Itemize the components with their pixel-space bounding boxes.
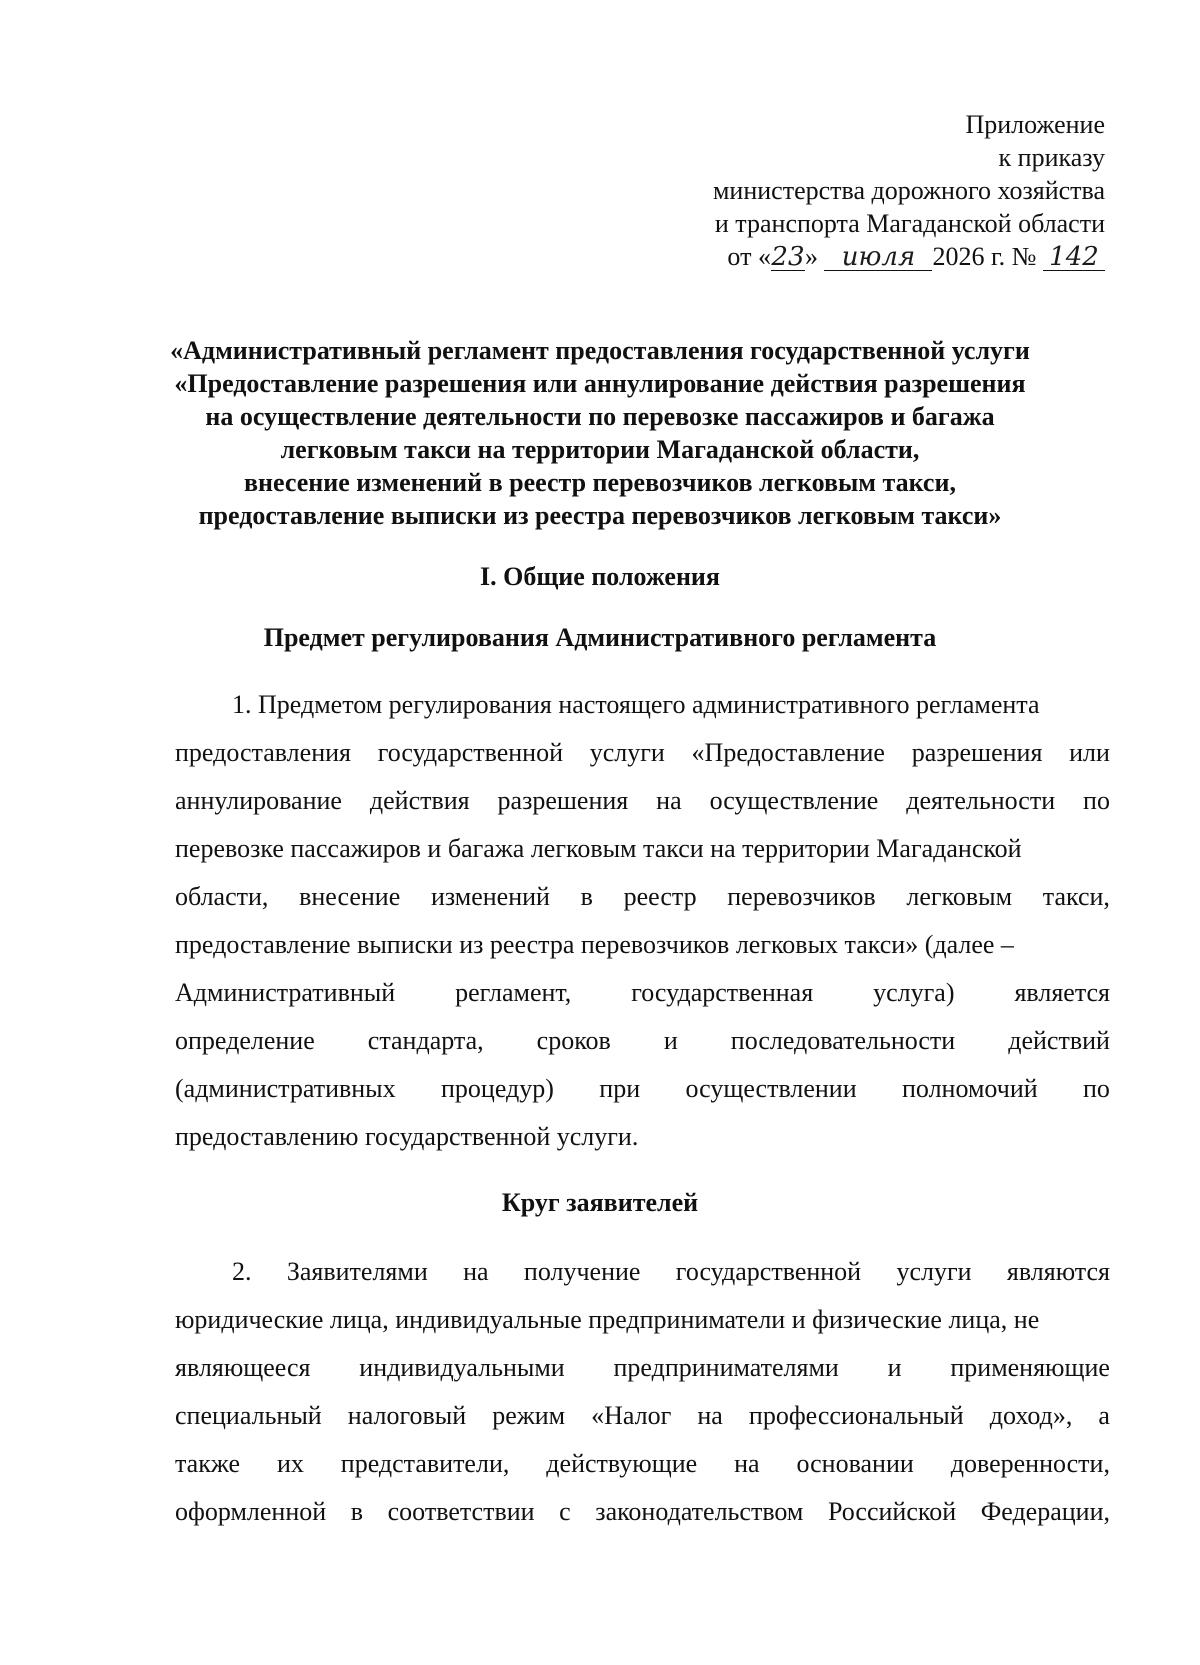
paragraph-word: или — [1069, 738, 1110, 767]
paragraph-word: действий — [1008, 1026, 1110, 1055]
paragraph-word: в — [580, 882, 593, 911]
paragraph-word: на — [734, 1449, 760, 1478]
year-and-number-label: 2026 г. № — [932, 242, 1037, 271]
paragraph-word: Заявителями — [286, 1257, 428, 1286]
date-close-quote: » — [804, 242, 818, 271]
paragraph-word: доверенности, — [950, 1449, 1110, 1478]
paragraph-word: являющееся — [175, 1353, 311, 1382]
paragraph-word: юридические лица, индивидуальные предприниматели и физические лица, не — [175, 1305, 1040, 1334]
paragraph-word: на — [463, 1257, 489, 1286]
paragraph-word: услуга) — [873, 978, 955, 1007]
paragraph-word: и — [887, 1353, 902, 1382]
paragraph-word: а — [1098, 1401, 1110, 1430]
paragraph-line — [175, 1440, 1110, 1488]
paragraph-word: предоставлению государственной услуги. — [175, 1122, 639, 1151]
date-prefix: от « — [727, 242, 771, 271]
paragraph-word: соответствии — [387, 1497, 535, 1526]
paragraph-word: области, — [175, 882, 269, 911]
paragraph-word: разрешения — [497, 786, 629, 815]
paragraph-word: сроков — [536, 1026, 611, 1055]
title-line: внесение изменений в реестр перевозчиков легковым такси, — [244, 468, 956, 497]
paragraph-line — [175, 729, 1110, 777]
paragraph-word: по — [1083, 786, 1110, 815]
paragraph-word: такси, — [1042, 882, 1110, 911]
paragraph-line — [175, 1248, 1110, 1296]
paragraph-word: перевозчиков — [727, 882, 876, 911]
paragraph-line — [175, 921, 1110, 969]
paragraph-word: режим — [492, 1401, 566, 1430]
paragraph-word: налоговый — [347, 1401, 467, 1430]
paragraph-word: 2. — [232, 1257, 252, 1286]
paragraph-word: на — [656, 786, 682, 815]
subsection-heading-applicants: Круг заявителей — [501, 1188, 699, 1217]
paragraph-word: действия — [369, 786, 470, 815]
title-line: легковым такси на территории Магаданской области, — [280, 435, 920, 464]
paragraph-line — [175, 1065, 1110, 1113]
paragraph-word: «Налог — [591, 1401, 672, 1430]
paragraph-line — [175, 825, 1110, 873]
paragraph-word: осуществлении — [685, 1074, 857, 1103]
title-line: на осуществление деятельности по перевозке пассажиров и багажа — [205, 402, 995, 431]
paragraph-word: представители, — [340, 1449, 510, 1478]
paragraph-word: полномочий — [902, 1074, 1038, 1103]
paragraph-word: является — [1014, 978, 1110, 1007]
paragraph-word: оформленной — [175, 1497, 327, 1526]
handwritten-day: 23 — [771, 242, 805, 272]
paragraph-word: доход», — [989, 1401, 1073, 1430]
paragraph-word: получение — [523, 1257, 641, 1286]
paragraph-line — [175, 969, 1110, 1017]
paragraph-line — [175, 1017, 1110, 1065]
paragraph-line — [175, 777, 1110, 825]
paragraph-word: 1. Предметом регулирования настоящего административного регламента — [232, 690, 1040, 719]
paragraph-word: процедур) — [441, 1074, 554, 1103]
paragraph-word: легковым — [906, 882, 1013, 911]
paragraph-word: основании — [796, 1449, 914, 1478]
paragraph-word: услуги — [896, 1257, 972, 1286]
paragraph-word: перевозке пассажиров и багажа легковым такси на территории Магаданской — [175, 834, 1022, 863]
paragraph-word: (административных — [175, 1074, 396, 1103]
section-heading: I. Общие положения — [480, 562, 720, 591]
paragraph-word: законодательством — [595, 1497, 804, 1526]
paragraph-word: являются — [1006, 1257, 1110, 1286]
paragraph-word: также — [175, 1449, 241, 1478]
paragraph-word: действующие — [546, 1449, 698, 1478]
paragraph-word: услуги — [589, 738, 665, 767]
paragraph-word: стандарта, — [367, 1026, 484, 1055]
paragraph-word: «Предоставление — [691, 738, 885, 767]
appendix-line: и транспорта Магаданской области — [714, 209, 1105, 238]
subsection-heading-subject: Предмет регулирования Административного регламента — [263, 623, 937, 652]
paragraph-word: по — [1083, 1074, 1110, 1103]
paragraph-word: специальный — [175, 1401, 322, 1430]
appendix-line: к приказу — [998, 143, 1105, 172]
paragraph-line — [175, 1113, 1110, 1161]
paragraph-word: деятельности — [906, 786, 1056, 815]
document-title — [100, 334, 1100, 532]
paragraph-word: и — [663, 1026, 678, 1055]
paragraph-word: внесение — [299, 882, 401, 911]
appendix-date-line — [713, 240, 1105, 273]
paragraph-word: реестр — [623, 882, 697, 911]
paragraph-word: изменений — [430, 882, 550, 911]
paragraph-line — [175, 1296, 1110, 1344]
paragraph-word: аннулирование — [175, 786, 342, 815]
paragraph-line — [175, 873, 1110, 921]
paragraph-word: предпринимателями — [613, 1353, 839, 1382]
paragraph-word: в — [350, 1497, 364, 1526]
paragraph-word: Административный — [175, 978, 396, 1007]
paragraph-1 — [175, 681, 1110, 1161]
paragraph-word: Федерации, — [980, 1497, 1110, 1526]
appendix-line: министерства дорожного хозяйства — [712, 176, 1105, 205]
paragraph-word: с — [559, 1497, 571, 1526]
paragraph-word: последовательности — [730, 1026, 956, 1055]
paragraph-2 — [175, 1248, 1110, 1536]
paragraph-word: разрешения — [911, 738, 1043, 767]
appendix-line: Приложение — [965, 110, 1105, 139]
paragraph-word: предоставления — [175, 738, 351, 767]
paragraph-word: государственная — [631, 978, 814, 1007]
paragraph-line — [175, 1488, 1110, 1536]
paragraph-word: осуществление — [709, 786, 879, 815]
paragraph-line — [175, 1344, 1110, 1392]
paragraph-word: профессиональный — [748, 1401, 964, 1430]
title-line: «Административный регламент предоставления государственной услуги — [170, 336, 1030, 365]
paragraph-word: государственной — [377, 738, 564, 767]
appendix-block — [713, 108, 1105, 273]
handwritten-month: июля — [824, 244, 932, 271]
title-line: предоставление выписки из реестра перевозчиков легковым такси» — [198, 501, 1002, 530]
paragraph-word: при — [599, 1074, 641, 1103]
paragraph-word: индивидуальными — [359, 1353, 565, 1382]
paragraph-word: Российской — [827, 1497, 957, 1526]
paragraph-word: определение — [175, 1026, 315, 1055]
paragraph-word: их — [276, 1449, 304, 1478]
paragraph-word: государственной — [675, 1257, 862, 1286]
paragraph-word: регламент, — [455, 978, 572, 1007]
handwritten-order-number: 142 — [1043, 244, 1105, 271]
paragraph-word: на — [697, 1401, 723, 1430]
title-line: «Предоставление разрешения или аннулирование действия разрешения — [174, 369, 1026, 398]
paragraph-word: предоставление выписки из реестра перевозчиков легковых такси» (далее – — [175, 930, 1014, 959]
paragraph-word: применяющие — [950, 1353, 1110, 1382]
paragraph-line — [175, 1392, 1110, 1440]
paragraph-line — [175, 681, 1110, 729]
